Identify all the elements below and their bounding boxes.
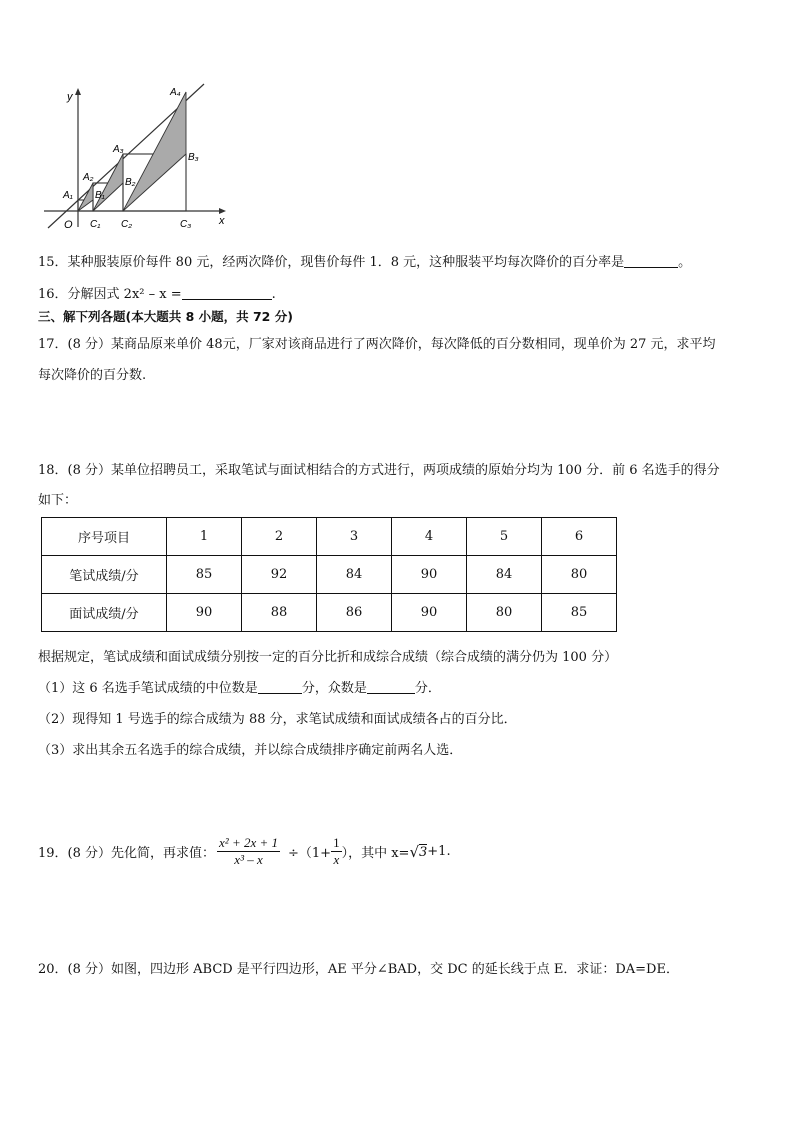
table-cell: 86: [317, 594, 392, 632]
table-cell: 1: [167, 518, 242, 556]
table-cell: 92: [242, 556, 317, 594]
table-cell: 85: [542, 594, 617, 632]
label-a4: A₄: [170, 87, 181, 98]
question-18-line-2: 如下：: [38, 493, 78, 508]
label-y: y: [67, 91, 73, 103]
question-19-end: +1.: [427, 844, 451, 859]
label-c2: C₂: [121, 219, 133, 230]
question-17-line-1: 17．(8 分）某商品原来单价 48元，厂家对该商品进行了两次降价，每次降低的百分数相同，现单价为 27 元，求平均: [38, 337, 716, 352]
answer-blank-16[interactable]: [182, 287, 272, 300]
answer-blank-median[interactable]: [258, 681, 302, 694]
question-18-rule: 根据规定，笔试成绩和面试成绩分别按一定的百分比折和成综合成绩（综合成绩的满分仍为 100 分）: [38, 650, 618, 665]
part-1-text-c: 分．: [414, 681, 441, 696]
question-16-text: 16．分解因式 2x² – x =: [38, 287, 182, 302]
table-cell: 面试成绩/分: [42, 594, 167, 632]
inner-denominator: x: [333, 852, 340, 867]
label-a2: A₂: [83, 172, 94, 183]
question-19: [38, 835, 451, 868]
question-16: [38, 283, 276, 302]
table-header-row: [42, 518, 617, 556]
question-18-line-1: 18．(8 分）某单位招聘员工，采取笔试与面试相结合的方式进行，两项成绩的原始分均为 100 分．前 6 名选手的得分: [38, 463, 720, 478]
table-row: [42, 594, 617, 632]
table-cell: 4: [392, 518, 467, 556]
table-cell: 3: [317, 518, 392, 556]
shaded-triangle-3: [123, 92, 186, 211]
y-axis-arrow: [75, 88, 81, 95]
table-cell: 笔试成绩/分: [42, 556, 167, 594]
table-row: [42, 556, 617, 594]
answer-blank-mode[interactable]: [367, 681, 415, 694]
part-1-text-a: （1）这 6 名选手笔试成绩的中位数是: [38, 681, 258, 696]
part-1-text-b: 分，众数是: [301, 681, 367, 696]
question-19-mid: ÷（1+: [288, 846, 332, 861]
table-cell: 6: [542, 518, 617, 556]
question-18-part-2: （2）现得知 1 号选手的综合成绩为 88 分，求笔试成绩和面试成绩各占的百分比．: [38, 712, 517, 727]
question-17-line-2: 每次降价的百分数.: [38, 368, 147, 383]
table-cell: 序号项目: [42, 518, 167, 556]
table-cell: 90: [167, 594, 242, 632]
sqrt-radicand: 3: [419, 844, 428, 860]
question-19-suffix: ），其中 x=: [341, 846, 410, 861]
question-15-tail: 。: [678, 255, 692, 270]
table-cell: 90: [392, 594, 467, 632]
inner-numerator: 1: [333, 835, 340, 850]
x-axis-arrow: [219, 208, 226, 214]
question-19-prefix: 19．(8 分）先化简，再求值：: [38, 846, 216, 861]
sqrt-symbol: √: [409, 842, 419, 861]
table-cell: 84: [317, 556, 392, 594]
label-b2: B₂: [125, 177, 136, 188]
question-20: 20．(8 分）如图，四边形 ABCD 是平行四边形，AE 平分∠BAD，交 DC 的延长线于点 E．求证：DA=DE．: [38, 962, 679, 977]
label-b1: B₁: [95, 190, 105, 201]
table-cell: 2: [242, 518, 317, 556]
question-18-part-3: （3）求出其余五名选手的综合成绩，并以综合成绩排序确定前两名人选．: [38, 743, 463, 758]
table-cell: 5: [467, 518, 542, 556]
section-3-title: 三、解下列各题(本大题共 8 小题，共 72 分): [38, 309, 293, 324]
question-18-part-1: [38, 677, 441, 696]
fraction-main: [217, 835, 280, 868]
label-c1: C₁: [90, 219, 101, 230]
fraction-denominator: x³ – x: [234, 852, 263, 867]
answer-blank-15[interactable]: [624, 255, 678, 268]
table-cell: 85: [167, 556, 242, 594]
label-a1: A₁: [63, 190, 73, 201]
label-c3: C₃: [180, 219, 192, 230]
table-cell: 84: [467, 556, 542, 594]
label-a3: A₃: [113, 144, 124, 155]
table-cell: 88: [242, 594, 317, 632]
label-b3: B₃: [188, 152, 199, 163]
label-x: x: [219, 215, 225, 227]
table-cell: 80: [467, 594, 542, 632]
staircase-squares-figure: [40, 82, 240, 232]
table-cell: 90: [392, 556, 467, 594]
question-15: [38, 251, 691, 270]
question-15-text: 15．某种服装原价每件 80 元，经两次降价，现售价每件 1．8 元，这种服装平均每次降价的百分率是: [38, 255, 625, 270]
score-table: [41, 517, 617, 632]
fraction-numerator: x² + 2x + 1: [219, 835, 279, 850]
label-o: O: [64, 219, 73, 231]
fraction-inner: [331, 835, 342, 868]
shaded-triangle-1: [78, 183, 93, 211]
question-16-tail: .: [271, 287, 276, 302]
table-cell: 80: [542, 556, 617, 594]
